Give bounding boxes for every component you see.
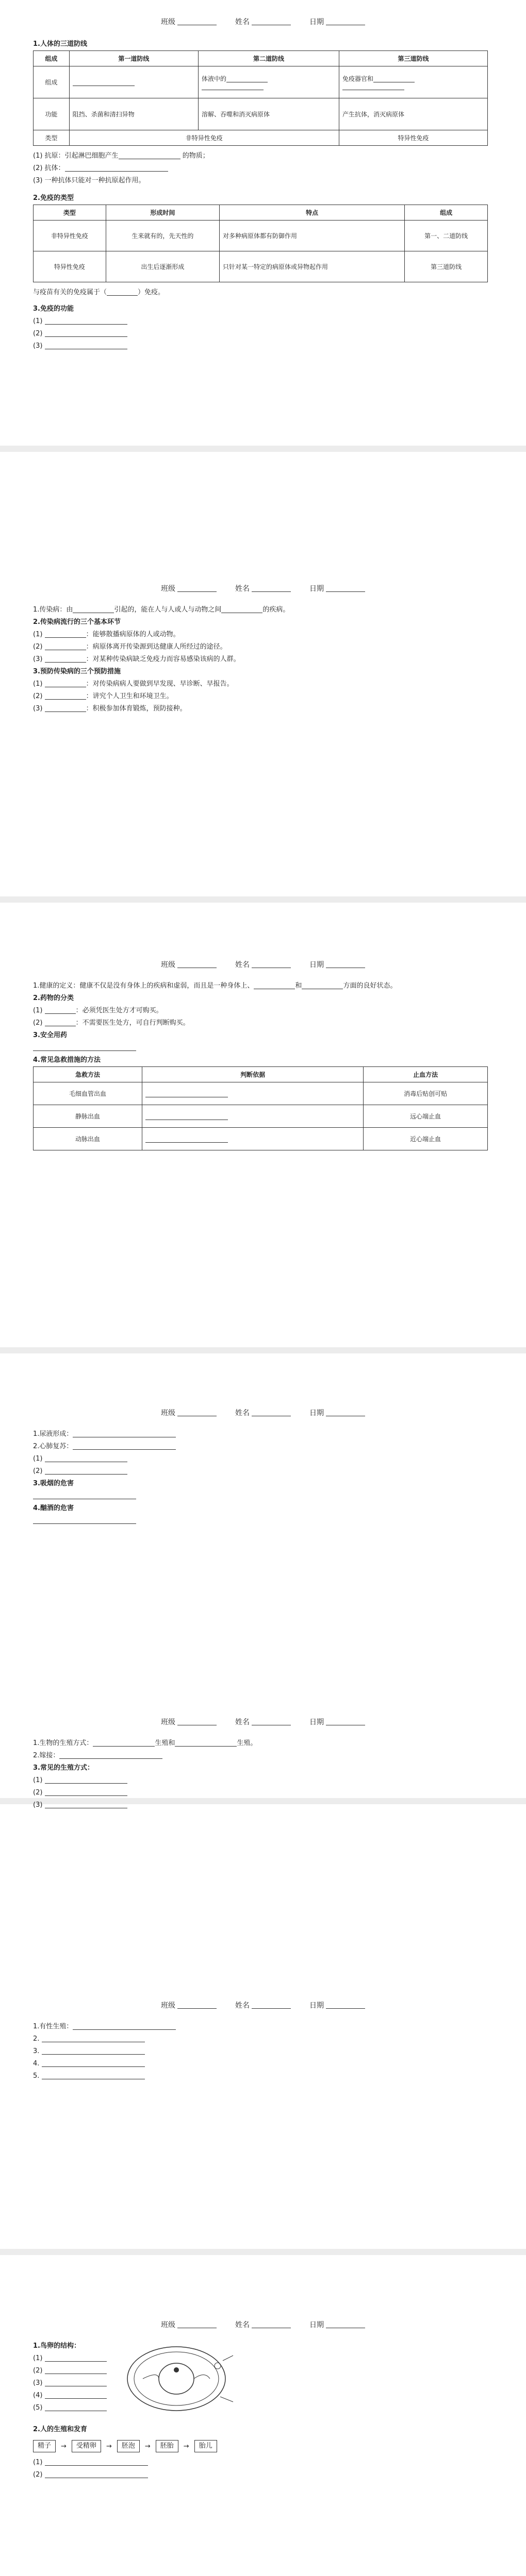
table-cell: 非特异性免疫 bbox=[34, 221, 106, 251]
table-header-cell: 止血方法 bbox=[364, 1067, 488, 1082]
section-title: 1.人体的三道防线 bbox=[33, 40, 87, 48]
worksheet-page-6 bbox=[0, 1999, 526, 2082]
immunity-types-table bbox=[33, 205, 488, 282]
table-cell-blank[interactable] bbox=[69, 66, 198, 98]
table-cell: 静脉出血 bbox=[34, 1105, 142, 1128]
text-line: (2) ：讲究个人卫生和环境卫生。 bbox=[33, 692, 173, 700]
text-line: (1) bbox=[33, 2456, 493, 2469]
flow-box: 受精卵 bbox=[72, 2440, 101, 2452]
table-cell: 非特异性免疫 bbox=[69, 130, 339, 146]
text-line: (3) bbox=[33, 2377, 107, 2389]
text-line: 1.健康的定义：健康不仅是没有身体上的疾病和虚弱，而且是一种身体上、 和 方面的良好状态。 bbox=[33, 982, 397, 990]
worksheet-page-1 bbox=[0, 15, 526, 352]
table-cell: 只针对某一特定的病原体或异物起作用 bbox=[220, 251, 405, 282]
date-field[interactable]: 日期 bbox=[309, 1999, 365, 2012]
table-cell[interactable] bbox=[142, 1105, 363, 1128]
table-cell: 特异性免疫 bbox=[339, 130, 487, 146]
table-cell: 第一、二道防线 bbox=[405, 221, 488, 251]
text-line: (2) bbox=[33, 2365, 107, 2377]
table-cell: 对多种病原体都有防御作用 bbox=[220, 221, 405, 251]
name-field[interactable]: 姓名 bbox=[235, 2318, 291, 2332]
date-field[interactable]: 日期 bbox=[309, 1716, 365, 1729]
table-header-cell: 第一道防线 bbox=[69, 51, 198, 66]
name-field[interactable]: 姓名 bbox=[235, 1999, 291, 2012]
text-line: 1.有性生殖： bbox=[33, 2021, 493, 2033]
page-header bbox=[33, 958, 493, 972]
class-field[interactable]: 班级 bbox=[161, 958, 217, 972]
text-line: (2) ：不需要医生处方，可自行判断购买。 bbox=[33, 1019, 190, 1027]
worksheet-page-7 bbox=[0, 2318, 526, 2481]
worksheet-page-4 bbox=[0, 1406, 526, 1527]
text-line: 2. bbox=[33, 2033, 493, 2045]
date-field[interactable]: 日期 bbox=[309, 15, 365, 29]
table-cell: 类型 bbox=[34, 130, 70, 146]
section-title: 3.常见的生殖方式： bbox=[33, 1764, 94, 1772]
section-title: 4.常见急救措施的方法 bbox=[33, 1056, 101, 1064]
text-line: 2.心肺复苏： bbox=[33, 1440, 493, 1453]
text-line: 1.尿液形成： bbox=[33, 1428, 493, 1440]
table-cell: 特异性免疫 bbox=[34, 251, 106, 282]
class-field[interactable]: 班级 bbox=[161, 1716, 217, 1729]
text-line: (3) bbox=[33, 340, 493, 352]
text-line: 4. bbox=[33, 2058, 493, 2070]
name-field[interactable]: 姓名 bbox=[235, 1716, 291, 1729]
table-cell: 产生抗体，消灭病原体 bbox=[339, 98, 487, 130]
text-line: (2) bbox=[33, 2469, 493, 2481]
class-field[interactable]: 班级 bbox=[161, 2318, 217, 2332]
text-line: (2) ：病原体离开传染源到达健康人所经过的途径。 bbox=[33, 643, 227, 651]
worksheet-page-5 bbox=[0, 1716, 526, 1811]
section-title: 3.吸烟的危害 bbox=[33, 1480, 74, 1487]
text-line: (2) 抗体： bbox=[33, 162, 493, 175]
text-line bbox=[33, 1515, 493, 1527]
arrow-right-icon: → bbox=[106, 2442, 112, 2450]
section-title: 2.传染病流行的三个基本环节 bbox=[33, 618, 121, 626]
table-cell: 溶解、吞噬和消灭病原体 bbox=[199, 98, 339, 130]
page-header bbox=[33, 2318, 493, 2332]
text-line: (1) ：能够散播病原体的人或动物。 bbox=[33, 631, 180, 638]
class-field[interactable]: 班级 bbox=[161, 1406, 217, 1420]
table-cell: 出生后逐渐形成 bbox=[106, 251, 219, 282]
date-field[interactable]: 日期 bbox=[309, 958, 365, 972]
table-cell: 毛细血管出血 bbox=[34, 1082, 142, 1105]
page-header bbox=[33, 1406, 493, 1420]
name-field[interactable]: 姓名 bbox=[235, 15, 291, 29]
text-line bbox=[33, 1490, 493, 1502]
table-cell: 功能 bbox=[34, 98, 70, 130]
text-line: (3) ：积极参加体育锻炼，预防接种。 bbox=[33, 705, 187, 713]
worksheet-page-2 bbox=[0, 582, 526, 715]
flow-box: 胎儿 bbox=[194, 2440, 217, 2452]
defense-lines-table bbox=[33, 50, 488, 146]
page-header bbox=[33, 1716, 493, 1729]
text-line: (3) ：对某种传染病缺乏免疫力而容易感染该病的人群。 bbox=[33, 655, 240, 663]
bird-egg-diagram bbox=[122, 2340, 236, 2417]
table-header-cell: 判断依据 bbox=[142, 1067, 363, 1082]
text-line: (1) bbox=[33, 315, 493, 328]
text-line: (1) bbox=[33, 1774, 493, 1787]
arrow-right-icon: → bbox=[144, 2442, 151, 2450]
date-field[interactable]: 日期 bbox=[309, 2318, 365, 2332]
page-header bbox=[33, 15, 493, 29]
reproduction-flowchart bbox=[33, 2440, 493, 2452]
flow-box: 胚泡 bbox=[117, 2440, 140, 2452]
table-header-cell: 特点 bbox=[220, 205, 405, 221]
name-field[interactable]: 姓名 bbox=[235, 1406, 291, 1420]
text-line: (5) bbox=[33, 2402, 107, 2414]
table-header-cell: 急救方法 bbox=[34, 1067, 142, 1082]
table-cell[interactable]: 免疫器官和 bbox=[339, 66, 487, 98]
section-title: 3.预防传染病的三个预防措施 bbox=[33, 668, 121, 675]
text-line bbox=[33, 1042, 493, 1054]
table-cell: 近心端止血 bbox=[364, 1128, 488, 1150]
section-title: 1.鸟卵的结构： bbox=[33, 2342, 80, 2350]
page-header bbox=[33, 1999, 493, 2012]
text-line: (3) 一种抗体只能对一种抗原起作用。 bbox=[33, 177, 145, 184]
flow-box: 精子 bbox=[33, 2440, 56, 2452]
text-line: 2.嫁接： bbox=[33, 1750, 493, 1762]
table-cell: 第三道防线 bbox=[405, 251, 488, 282]
table-cell[interactable] bbox=[142, 1128, 363, 1150]
text-line: (1) ：对传染病病人要做到早发现、早诊断、早报告。 bbox=[33, 680, 234, 688]
text-line: 3. bbox=[33, 2045, 493, 2058]
table-cell[interactable] bbox=[142, 1082, 363, 1105]
section-title: 4.酗酒的危害 bbox=[33, 1504, 74, 1512]
text-line: (1) bbox=[33, 1453, 493, 1465]
text-line: (4) bbox=[33, 2389, 107, 2402]
page-header bbox=[33, 582, 493, 596]
flow-box: 胚胎 bbox=[156, 2440, 178, 2452]
page-separator bbox=[0, 2249, 526, 2255]
table-cell: 远心端止血 bbox=[364, 1105, 488, 1128]
table-cell: 动脉出血 bbox=[34, 1128, 142, 1150]
table-cell: 组成 bbox=[34, 66, 70, 98]
text-line: 1.生物的生殖方式： 生殖和 生殖。 bbox=[33, 1739, 257, 1747]
section-title: 3.安全用药 bbox=[33, 1031, 67, 1039]
text-line: (2) bbox=[33, 1465, 493, 1478]
text-line: 与疫苗有关的免疫属于（ ）免疫。 bbox=[33, 289, 165, 296]
table-cell: 消毒后贴创可贴 bbox=[364, 1082, 488, 1105]
class-field[interactable]: 班级 bbox=[161, 582, 217, 596]
worksheet-page-3 bbox=[0, 958, 526, 1150]
text-line: (1) 抗原：引起淋巴细胞产生 的物质； bbox=[33, 152, 209, 160]
table-header-cell: 形成时间 bbox=[106, 205, 219, 221]
class-field[interactable]: 班级 bbox=[161, 1999, 217, 2012]
page-separator bbox=[0, 446, 526, 452]
text-line: 5. bbox=[33, 2070, 493, 2082]
section-title: 2.免疫的类型 bbox=[33, 194, 74, 202]
page-separator bbox=[0, 896, 526, 903]
text-line: 1.传染病：由 引起的，能在人与人或人与动物之间 的疾病。 bbox=[33, 606, 290, 614]
page-separator bbox=[0, 1347, 526, 1353]
section-title: 3.免疫的功能 bbox=[33, 305, 74, 313]
text-line: (2) bbox=[33, 328, 493, 340]
text-line: (1) bbox=[33, 2352, 107, 2365]
bleeding-first-aid-table bbox=[33, 1066, 488, 1150]
table-header-cell: 组成 bbox=[34, 51, 70, 66]
date-field[interactable]: 日期 bbox=[309, 1406, 365, 1420]
table-header-cell: 类型 bbox=[34, 205, 106, 221]
table-cell: 生来就有的，先天性的 bbox=[106, 221, 219, 251]
table-cell: 阻挡、杀菌和清扫异物 bbox=[69, 98, 198, 130]
class-field[interactable]: 班级 bbox=[161, 15, 217, 29]
section-title: 2.药物的分类 bbox=[33, 994, 74, 1002]
arrow-right-icon: → bbox=[61, 2442, 67, 2450]
date-field[interactable]: 日期 bbox=[309, 582, 365, 596]
table-header-cell: 第三道防线 bbox=[339, 51, 487, 66]
name-field[interactable]: 姓名 bbox=[235, 958, 291, 972]
section-title: 2.人的生殖和发育 bbox=[33, 2426, 87, 2433]
text-line: (2) bbox=[33, 1787, 493, 1799]
table-cell[interactable]: 体液中的 bbox=[199, 66, 339, 98]
text-line: (3) bbox=[33, 1799, 493, 1811]
table-header-cell: 第二道防线 bbox=[199, 51, 339, 66]
name-field[interactable]: 姓名 bbox=[235, 582, 291, 596]
arrow-right-icon: → bbox=[183, 2442, 189, 2450]
text-line: (1) ：必须凭医生处方才可购买。 bbox=[33, 1007, 163, 1014]
table-header-cell: 组成 bbox=[405, 205, 488, 221]
